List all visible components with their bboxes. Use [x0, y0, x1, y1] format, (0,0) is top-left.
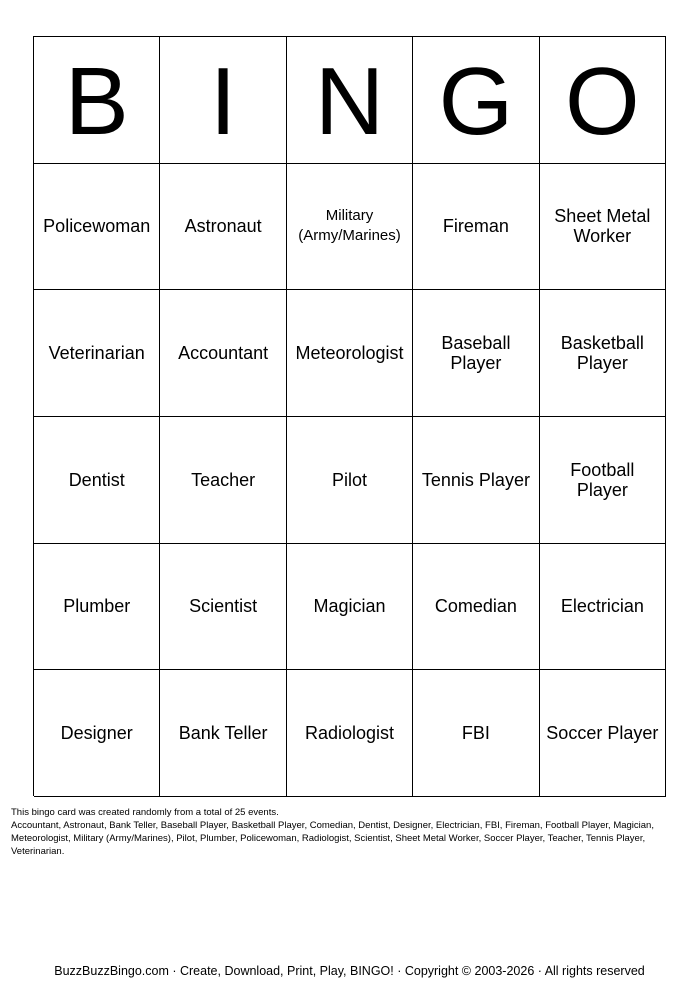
- bingo-cell: Policewoman: [34, 164, 160, 291]
- bingo-cell: Military (Army/Marines): [287, 164, 413, 291]
- header-letter-n: N: [287, 37, 413, 164]
- bingo-cell: Astronaut: [160, 164, 286, 291]
- card-info: [11, 806, 671, 858]
- bingo-cell: Dentist: [34, 417, 160, 544]
- header-letter-i: I: [160, 37, 286, 164]
- bingo-cell: Soccer Player: [540, 670, 666, 797]
- bingo-cell: Baseball Player: [413, 290, 539, 417]
- bingo-cell: Teacher: [160, 417, 286, 544]
- header-letter-o: O: [540, 37, 666, 164]
- card-row-5: [34, 670, 666, 797]
- bingo-cell: Accountant: [160, 290, 286, 417]
- bingo-cell: Radiologist: [287, 670, 413, 797]
- card-summary: This bingo card was created randomly from a total of 25 events.: [11, 807, 279, 818]
- copyright-footer: BuzzBuzzBingo.com · Create, Download, Print, Play, BINGO! · Copyright © 2003-2026 · All rights reserved: [54, 964, 645, 978]
- bingo-cell: Bank Teller: [160, 670, 286, 797]
- bingo-cell: Veterinarian: [34, 290, 160, 417]
- card-row-3: [34, 417, 666, 544]
- bingo-card: [33, 36, 666, 796]
- bingo-cell: FBI: [413, 670, 539, 797]
- bingo-cell: Football Player: [540, 417, 666, 544]
- header-letter-b: B: [34, 37, 160, 164]
- bingo-cell: Basketball Player: [540, 290, 666, 417]
- bingo-cell: Magician: [287, 544, 413, 671]
- bingo-cell: Pilot: [287, 417, 413, 544]
- header-letter-g: G: [413, 37, 539, 164]
- bingo-cell: Scientist: [160, 544, 286, 671]
- bingo-cell: Sheet Metal Worker: [540, 164, 666, 291]
- bingo-cell: Meteorologist: [287, 290, 413, 417]
- card-row-4: [34, 544, 666, 671]
- bingo-cell: Designer: [34, 670, 160, 797]
- bingo-cell: Tennis Player: [413, 417, 539, 544]
- bingo-cell: Plumber: [34, 544, 160, 671]
- bingo-cell: Fireman: [413, 164, 539, 291]
- event-list: Accountant, Astronaut, Bank Teller, Baseball Player, Basketball Player, Comedian, Dentist, Designer, Electrician, FBI, Fireman, Football Player, Magician, Meteorologist, Military (Army/Marines), Pilot, Plumber, Policewoman, Radiologist, Scientist, Sheet Metal Worker, Soccer Player, Teacher, Tennis Player, Veterinarian.: [11, 820, 654, 857]
- card-row-1: [34, 164, 666, 291]
- bingo-cell: Comedian: [413, 544, 539, 671]
- bingo-cell: Electrician: [540, 544, 666, 671]
- card-row-2: [34, 290, 666, 417]
- header-row: [34, 37, 666, 164]
